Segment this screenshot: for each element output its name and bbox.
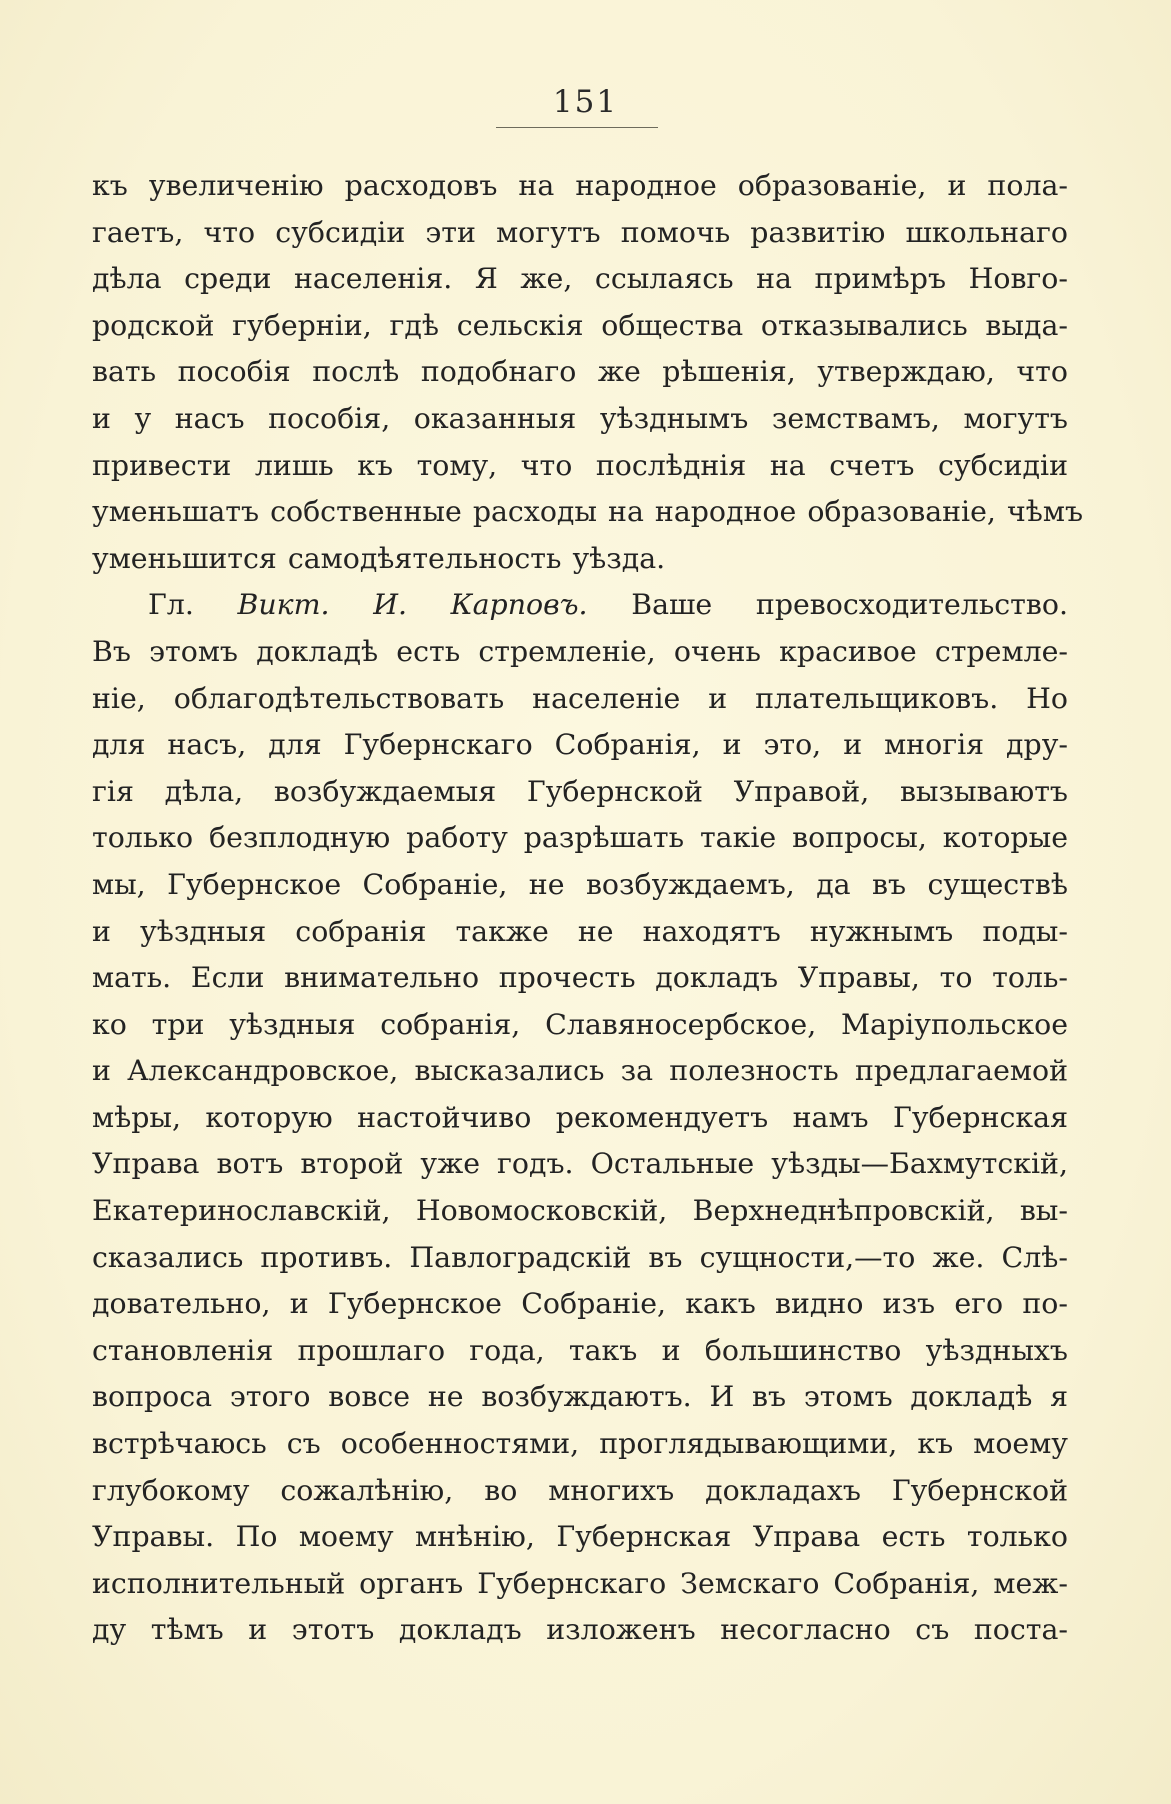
text-line: для насъ, для Губернскаго Собранія, и это, и многія дру- — [92, 728, 1068, 762]
text-line: довательно, и Губернское Собраніе, какъ видно изъ его по- — [92, 1287, 1068, 1321]
text-line: вопроса этого вовсе не возбуждаютъ. И въ этомъ докладѣ я — [92, 1380, 1068, 1414]
text-line: только безплодную работу разрѣшать такіе вопросы, которые — [92, 821, 1068, 855]
speaker-line — [92, 582, 1068, 629]
speaker-first-line: Ваше превосходительство. — [631, 588, 1068, 622]
text-line: дѣла среди населенія. Я же, ссылаясь на примѣръ Новго- — [92, 262, 1068, 296]
text-line: и уѣздныя собранія также не находятъ нужнымъ поды- — [92, 914, 1068, 948]
speaker-prefix: Гл. — [148, 588, 194, 622]
text-line: глубокому сожалѣнію, во многихъ докладахъ Губернской — [92, 1473, 1068, 1507]
page-number: 151 — [552, 84, 619, 120]
text-line: къ увеличенію расходовъ на народное образованіе, и пола- — [92, 169, 1068, 202]
text-line: привести лишь къ тому, что послѣднія на счетъ субсидіи — [92, 448, 1068, 482]
text-line: Управа вотъ второй уже годъ. Остальные уѣзды—Бахмутскій, — [92, 1147, 1068, 1181]
text-line: становленія прошлаго года, такъ и большинство уѣздныхъ — [92, 1333, 1068, 1367]
text-line: сказались противъ. Павлоградскій въ сущности,—то же. Слѣ- — [92, 1240, 1068, 1274]
text-line: ду тѣмъ и этотъ докладъ изложенъ несогласно съ поста- — [92, 1613, 1068, 1647]
text-line: Екатеринославскій, Новомосковскій, Верхнеднѣпровскій, вы- — [92, 1194, 1068, 1228]
text-line: и у насъ пособія, оказанныя уѣзднымъ земствамъ, могутъ — [92, 401, 1068, 435]
text-line: ко три уѣздныя собранія, Славяносербское, Маріупольское — [92, 1007, 1068, 1041]
text-line: и Александровское, высказались за полезность предлагаемой — [92, 1054, 1068, 1088]
text-line: ніе, облагодѣтельствовать населеніе и плательщиковъ. Но — [92, 681, 1068, 715]
text-line: уменьшатъ собственные расходы на народное образованіе, чѣмъ — [92, 495, 1084, 529]
text-line: Въ этомъ докладѣ есть стремленіе, очень красивое стремле- — [92, 634, 1068, 668]
text-line: гія дѣла, возбуждаемыя Губернской Управой, вызываютъ — [92, 774, 1068, 808]
speaker-name: Викт. И. Карповъ. — [237, 588, 588, 622]
text-line: мѣры, которую настойчиво рекомендуетъ намъ Губернская — [92, 1100, 1068, 1134]
text-line: встрѣчаюсь съ особенностями, проглядывающими, къ моему — [92, 1427, 1068, 1461]
text-line: вать пособія послѣ подобнаго же рѣшенія, утверждаю, что — [92, 355, 1068, 389]
header-rule — [496, 127, 658, 128]
text-line: мы, Губернское Собраніе, не возбуждаемъ, да въ существѣ — [92, 867, 1068, 901]
text-line: мать. Если внимательно прочесть докладъ Управы, то толь- — [92, 961, 1068, 995]
body-text — [92, 163, 1084, 1654]
text-line: исполнительный органъ Губернскаго Земскаго Собранія, меж- — [92, 1566, 1068, 1600]
text-line: родской губерніи, гдѣ сельскія общества отказывались выда- — [92, 308, 1068, 342]
text-line: гаетъ, что субсидіи эти могутъ помочь развитію школьнаго — [92, 215, 1068, 249]
text-line: Управы. По моему мнѣнію, Губернская Управа есть только — [92, 1520, 1068, 1554]
text-line: уменьшится самодѣятельность уѣзда. — [92, 541, 666, 575]
